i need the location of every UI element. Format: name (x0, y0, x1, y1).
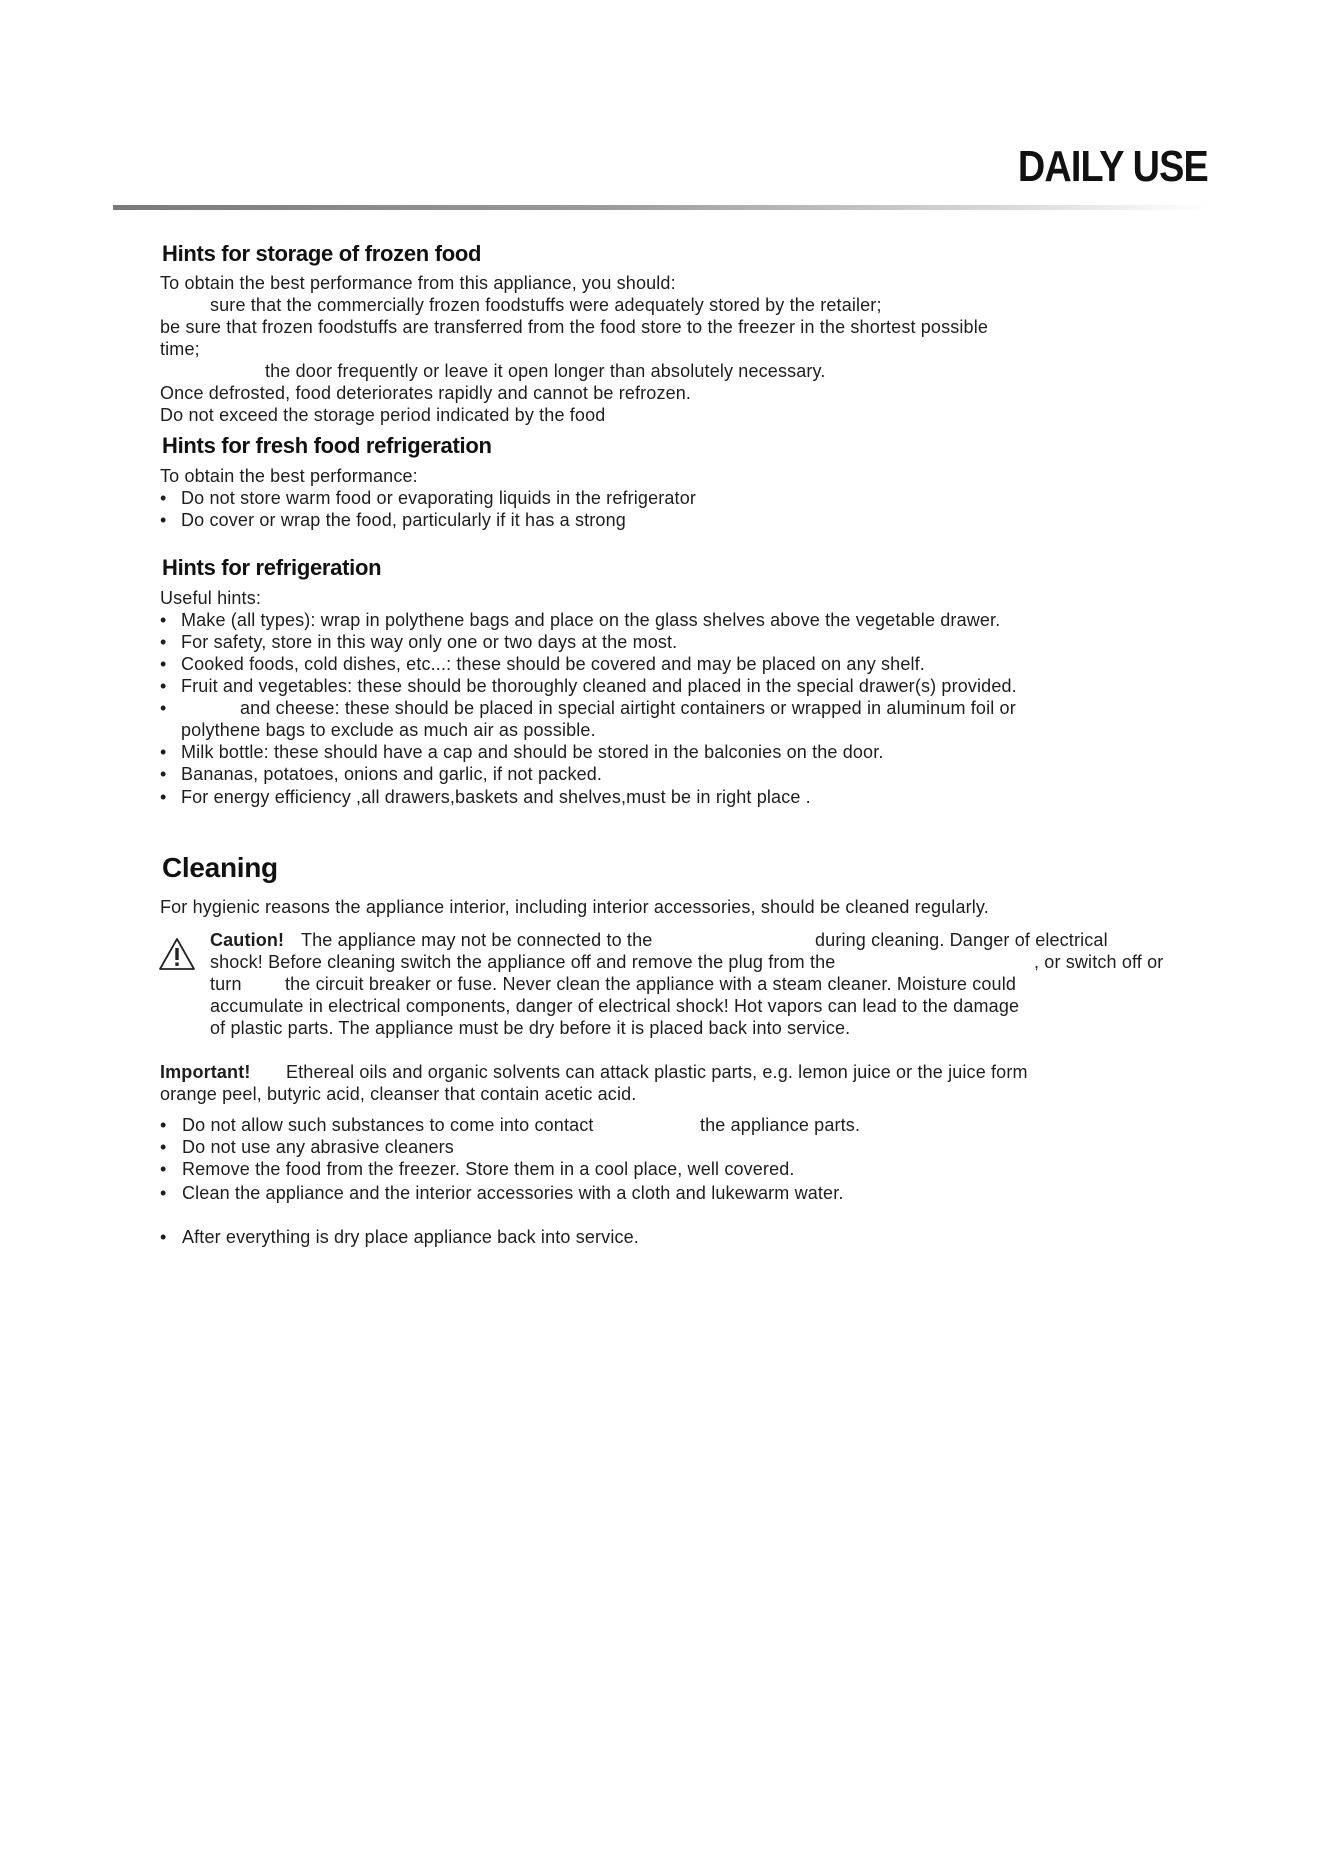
frozen-line: sure that the commercially frozen foodstuffs were adequately stored by the retailer; (210, 295, 882, 315)
frozen-line: Once defrosted, food deteriorates rapidly and cannot be refrozen. (160, 383, 692, 403)
caution-line: , or switch off or (1034, 952, 1164, 972)
list-item-continuation: polythene bags to exclude as much air as possible. (181, 720, 596, 740)
caution-line: shock! Before cleaning switch the appliance off and remove the plug from the (210, 952, 836, 972)
frozen-line: To obtain the best performance from this appliance, you should: (160, 273, 676, 293)
important-line: Ethereal oils and organic solvents can attack plastic parts, e.g. lemon juice or the juice form (286, 1062, 1028, 1082)
cleaning-heading: Cleaning (162, 852, 278, 883)
frozen-line: Do not exceed the storage period indicated by the food (160, 405, 606, 425)
frozen-line: time; (160, 339, 200, 359)
bullet-marker: • (160, 632, 167, 652)
bullet-marker: • (160, 1159, 167, 1179)
caution-line: the circuit breaker or fuse. Never clean the appliance with a steam cleaner. Moisture could (285, 974, 1017, 994)
caution-label: Caution! (210, 930, 285, 950)
list-item: Do not store warm food or evaporating liquids in the refrigerator (181, 488, 697, 508)
list-item: Do not use any abrasive cleaners (182, 1137, 454, 1157)
list-item: Make (all types): wrap in polythene bags and place on the glass shelves above the vegetable drawer. (181, 610, 1001, 630)
list-item: Cooked foods, cold dishes, etc...: these should be covered and may be placed on any shelf. (181, 654, 925, 674)
caution-line: turn (210, 974, 242, 994)
caution-line: of plastic parts. The appliance must be dry before it is placed back into service. (210, 1018, 851, 1038)
refrig-intro: Useful hints: (160, 588, 261, 608)
caution-line: during cleaning. Danger of electrical (815, 930, 1108, 950)
list-item: After everything is dry place appliance back into service. (182, 1227, 639, 1247)
frozen-line: be sure that frozen foodstuffs are transferred from the food store to the freezer in the shortest possible (160, 317, 989, 337)
frozen-heading: Hints for storage of frozen food (162, 241, 482, 266)
frozen-line: the door frequently or leave it open longer than absolutely necessary. (265, 361, 826, 381)
bullet-marker: • (160, 742, 167, 762)
bullet-marker: • (160, 698, 167, 718)
refrig-heading: Hints for refrigeration (162, 555, 382, 580)
list-item: and cheese: these should be placed in special airtight containers or wrapped in aluminum foil or (240, 698, 1016, 718)
list-item: Bananas, potatoes, onions and garlic, if not packed. (181, 764, 603, 784)
list-item: Remove the food from the freezer. Store them in a cool place, well covered. (182, 1159, 795, 1179)
cleaning-intro: For hygienic reasons the appliance interior, including interior accessories, should be cleaned regularly. (160, 897, 989, 917)
important-label: Important! (160, 1062, 251, 1082)
caution-line: The appliance may not be connected to the (301, 930, 653, 950)
list-item: the appliance parts. (700, 1115, 861, 1135)
bullet-marker: • (160, 654, 167, 674)
list-item: For energy efficiency ,all drawers,baskets and shelves,must be in right place . (181, 787, 811, 807)
header-divider (113, 205, 1208, 210)
bullet-marker: • (160, 1183, 167, 1203)
list-item: Do cover or wrap the food, particularly if it has a strong (181, 510, 626, 530)
list-item: For safety, store in this way only one or two days at the most. (181, 632, 678, 652)
page-title: DAILY USE (1018, 142, 1208, 191)
bullet-marker: • (160, 787, 167, 807)
warning-triangle-icon (158, 937, 196, 976)
bullet-marker: • (160, 488, 167, 508)
bullet-marker: • (160, 764, 167, 784)
bullet-marker: • (160, 676, 167, 696)
list-item: Milk bottle: these should have a cap and should be stored in the balconies on the door. (181, 742, 884, 762)
list-item: Fruit and vegetables: these should be thoroughly cleaned and placed in the special drawer(s) provided. (181, 676, 1017, 696)
fresh-heading: Hints for fresh food refrigeration (162, 433, 492, 458)
caution-line: accumulate in electrical components, danger of electrical shock! Hot vapors can lead to the damage (210, 996, 1020, 1016)
list-item: Clean the appliance and the interior accessories with a cloth and lukewarm water. (182, 1183, 844, 1203)
important-line: orange peel, butyric acid, cleanser that contain acetic acid. (160, 1084, 637, 1104)
bullet-marker: • (160, 510, 167, 530)
bullet-marker: • (160, 1227, 167, 1247)
bullet-marker: • (160, 610, 167, 630)
bullet-marker: • (160, 1115, 167, 1135)
list-item: Do not allow such substances to come into contact (182, 1115, 594, 1135)
fresh-intro: To obtain the best performance: (160, 466, 418, 486)
bullet-marker: • (160, 1137, 167, 1157)
